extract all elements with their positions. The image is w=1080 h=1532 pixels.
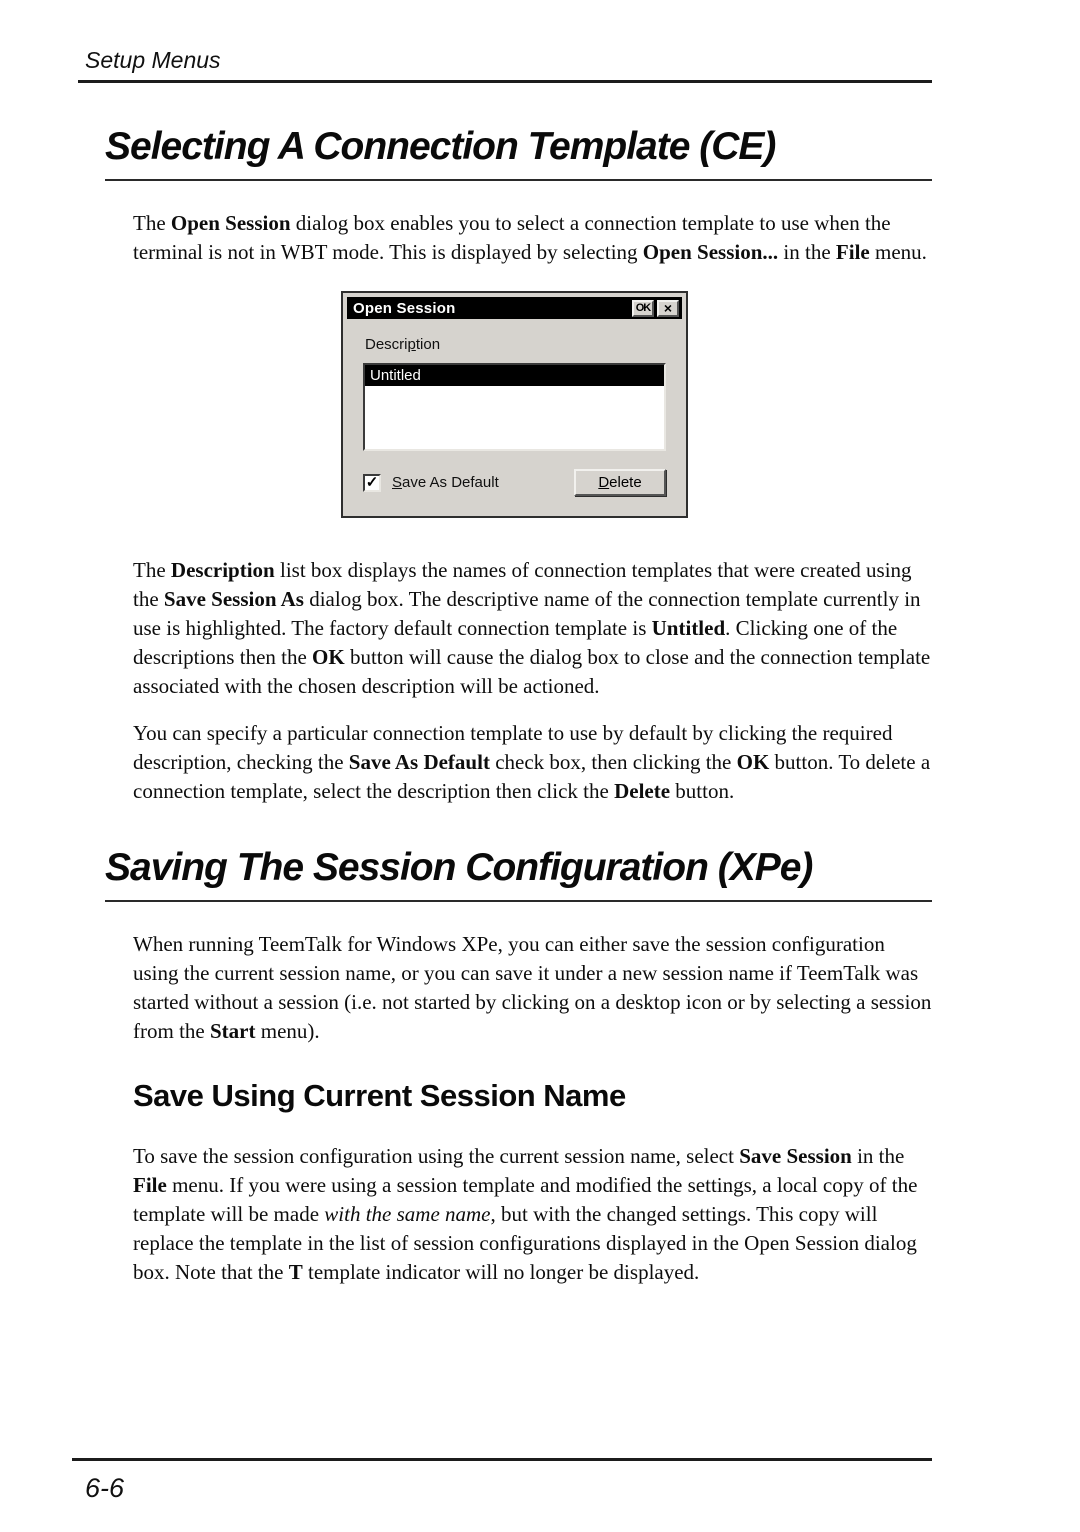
header-rule [78,80,932,83]
list-item-untitled[interactable]: Untitled [365,365,664,386]
save-as-default-checkbox[interactable] [363,474,381,492]
paragraph-open-session-intro: The Open Session dialog box enables you to select a connection template to use when the terminal is not in WBT mode. This is displayed by selecting Open Session... in the File menu. [133,211,927,264]
checkmark-icon: ✓ [365,473,379,491]
section-title-rule-2 [105,900,932,902]
paragraph-teemtalk-xpe: When running TeemTalk for Windows XPe, you can either save the session configuration using the current session name, or you can save it under a new session name if TeemTalk was started without a session (i.e. not started by clicking on a desktop icon or by selecting a session from the Start menu). [133,932,932,1043]
dialog-bottom-row [363,469,666,496]
section-title-selecting-connection-template: Selecting A Connection Template (CE) [105,125,776,168]
dialog-body [347,319,682,512]
save-as-default-label: Save As Default [392,474,499,491]
section-title-rule [105,179,932,181]
paragraph-save-session: To save the session configuration using the current session name, select Save Session in the File menu. If you were using a session template and modified the settings, a local copy of the template will be made with the same name, but with the changed settings. This copy will replace the template in the list of session configurations displayed in the Open Session dialog box. Note that the T template indicator will no longer be displayed. [133,1144,918,1284]
description-label: Description [365,336,441,353]
open-session-dialog [341,291,688,518]
running-header: Setup Menus [85,47,221,73]
dialog-titlebar [347,297,682,319]
section-title-saving-session-configuration: Saving The Session Configuration (XPe) [105,846,813,889]
ok-button[interactable]: OK [632,300,654,317]
dialog-title: Open Session [353,299,456,317]
page-number: 6-6 [85,1473,125,1503]
description-listbox[interactable] [363,363,666,451]
page-footer [72,1452,932,1504]
close-icon[interactable]: × [657,300,679,317]
footer-rule [72,1458,932,1461]
delete-button[interactable]: Delete [574,469,666,496]
paragraph-save-as-default: You can specify a particular connection template to use by default by clicking the required description, checking the Save As Default check box, then clicking the OK button. To delete a connection template, select the description then click the Delete button. [133,721,931,803]
subsection-title-save-current-session-name: Save Using Current Session Name [133,1078,626,1113]
paragraph-description-listbox: The Description list box displays the names of connection templates that were created using the Save Session As dialog box. The descriptive name of the connection template currently in use is highlighted. The factory default connection template is Untitled. Clicking one of the descriptions then the OK button will cause the dialog box to close and the connection template associated with the chosen description will be actioned. [133,558,931,698]
